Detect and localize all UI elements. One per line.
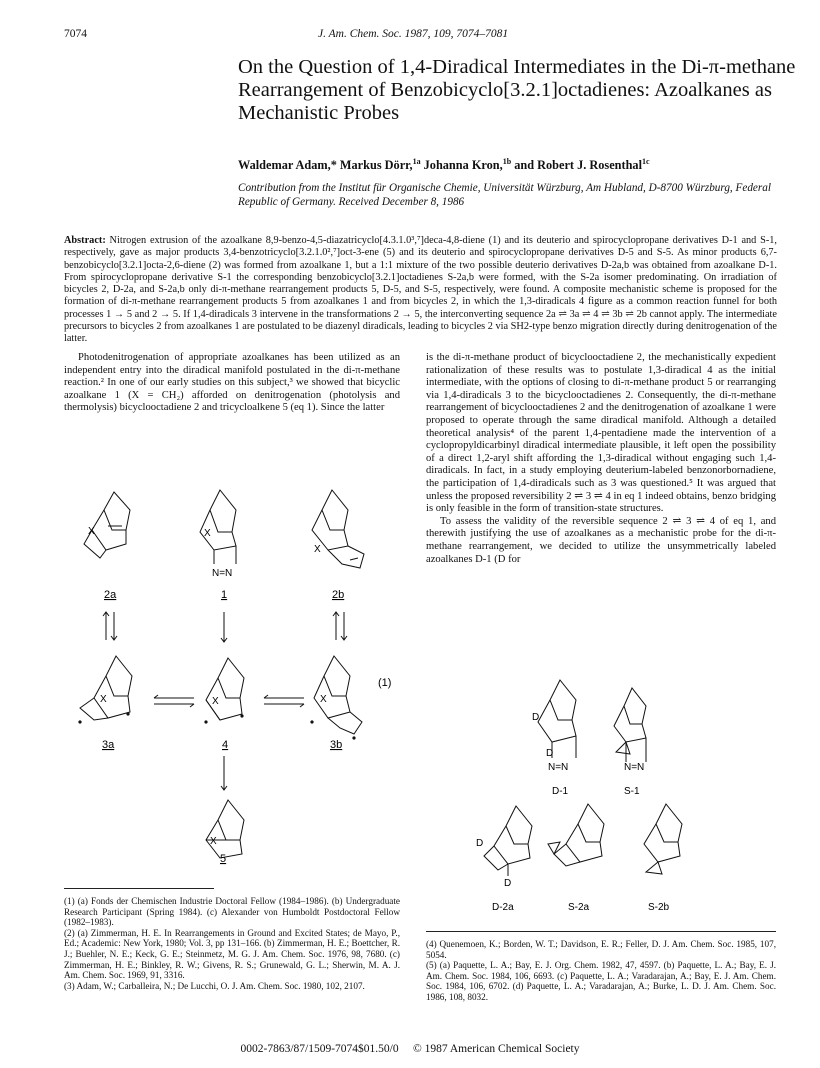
structure-1 [200, 490, 236, 564]
author-adam: Waldemar Adam,* [238, 158, 337, 173]
paragraph: is the di-π-methane product of bicyclooctadiene 2, the mechanistically expedient rationalization of these results was to postulate 1,3-diradical 4 as the initial intermediate, with the options of closing to di-π-methane product 5 or rearranging via 1,4-diradicals 3 to the bicyclooctadienes 2. Consequently, the di-π-methane rearrangement of bicyclooctadienes 2 and the denitrogenation of azoalkane 1 were proposed to operate through the same diradical manifold. Although a detailed theoretical analysis⁴ of the parent 1,4-pentadiene made the intervention of a cyclopropyldicarbinyl diradical intermediate plausible, it left open the possibility of a direct 1,2-aryl shift affording the 1,3-diradical without engaging such 1,4-diradicals. In fact, in a study employing deuterium-labeled benzonorbornadiene, the participation of 1,4-diradicals such as 3 was questioned.⁵ It was argued that unless the proposed reversibility 2 ⇌ 3 ⇌ 4 in eq 1 indeed obtains, benzo bridging is only feasible in the form of transition-state structures. [426, 352, 776, 515]
running-head: J. Am. Chem. Soc. 1987, 109, 7074–7081 [318, 28, 509, 40]
label-s-1: S-1 [624, 786, 640, 797]
d-label: D [546, 748, 554, 759]
footnote-rule [426, 931, 776, 932]
page-number: 7074 [64, 28, 87, 40]
label-2a: 2a [104, 589, 117, 601]
x-label: X [100, 694, 107, 705]
page-footer [0, 1043, 820, 1055]
paragraph: Photodenitrogenation of appropriate azoalkanes has been utilized as an independent entry into the diradical manifold postulated in the di-π-methane reaction.² In one of our early studies on this subject,³ we showed that bicyclic azoalkane 1 (X = CH₂) afforded on denitrogenation (photolysis and thermolysis) bicyclooctadiene 2 and tricycloalkene 5 (eq 1). Since the latter [64, 352, 400, 414]
affiliation: Contribution from the Institut für Organische Chemie, Universität Würzburg, Am Hubland, D-8700 Würzburg, Federal Republic of Germany. Received December 8, 1986 [238, 182, 771, 208]
footnote: (1) (a) Fonds der Chemischen Industrie Doctoral Fellow (1984–1986). (b) Undergraduate Research Participant (Spring 1984). (c) Alexander von Humboldt Postdoctoral Fellow (1982–1983). [64, 896, 400, 928]
footnotes-right [426, 939, 776, 1003]
azo-label: N=N [212, 568, 233, 579]
x-label: X [314, 544, 321, 555]
label-s-2a: S-2a [568, 902, 590, 913]
d-label: D [476, 838, 484, 849]
footnotes-left [64, 896, 400, 991]
structure-d-1 [538, 680, 576, 758]
footnote: (3) Adam, W.; Carballeira, N.; De Lucchi, O. J. Am. Chem. Soc. 1980, 102, 2107. [64, 980, 365, 991]
azo-label: N=N [624, 762, 645, 773]
structure-s-2a [548, 804, 604, 866]
footnote: (2) (a) Zimmerman, H. E. In Rearrangements in Ground and Excited States; de Mayo, P., Ed.; Academic: New York, 1980; Vol. 3, pp 131–166. (b) Zimmerman, H. E.; Boettcher, R. J.; Buehler, N. E.; Keck, G. E.; Steinmetz, M. G. J. Am. Chem. Soc. 1976, 98, 7680. (c) Zimmerman, H. E.; Binkley, R. W.; Givens, R. S.; Grunewald, G. L.; Sherwin, M. A. J. Am. Chem. Soc. 1969, 91, 3316. [64, 927, 400, 981]
label-d-1: D-1 [552, 786, 569, 797]
azo-label: N=N [548, 762, 569, 773]
article-title: On the Question of 1,4-Diradical Intermediates in the Di-π-methane Rearrangement of Benzobicyclo[3.2.1]octadienes: Azoalkanes as Mechanistic Probes [238, 56, 796, 124]
structure-5 [206, 800, 244, 858]
author-rosenthal: Robert J. Rosenthal$^{1c}$ [537, 157, 650, 173]
article-code: 0002-7863/87/1509-7074$01.50/0 [240, 1043, 399, 1055]
abstract [64, 235, 777, 346]
paragraph: To assess the validity of the reversible sequence 2 ⇌ 3 ⇌ 4 of eq 1, and therewith justifying the use of azoalkanes as a mechanistic probe for the di-π-methane rearrangement, we decided to utilize the unsymmetrically labeled azoalkanes D-1 (D for [426, 515, 776, 565]
structure-2a [84, 492, 130, 558]
x-label: X [212, 696, 219, 707]
structure-s-2b [644, 804, 682, 874]
structure-d-2a [484, 806, 532, 876]
column-right [426, 352, 776, 566]
x-label: X [320, 694, 327, 705]
author-list: Waldemar Adam,* Markus Dörr,$^{1a}$ Johanna Kron,$^{1b}$ and Robert J. Rosenthal$^{1c}$ [238, 157, 650, 173]
x-label: X [210, 836, 217, 847]
abstract-text: Nitrogen extrusion of the azoalkane 8,9-benzo-4,5-diazatricyclo[4.3.1.0³,⁷]deca-4,8-diene (1) and its deuterio and spirocyclopropane derivatives D-1 and S-1, respectively, gave as major products 3,4-benzotricyclo[3.2.1.0²,⁷]oct-3-ene (5) and its deuterio and spirocyclopropane derivatives D-5 and S-5. As minor products 6,7-benzobicyclo[3.2.1]octa-2,6-diene (2) was formed from azoalkane 1, but a 1:1 mixture of the two possible deuterio derivatives D-2a,b was obtained from azoalkane D-1. From spirocyclopropane derivative S-1 the corresponding benzobicyclo[3.2.1]octadienes S-2a,b were formed, with the S-2a isomer predominating. On irradiation of bicycles 2, D-2a, and S-2a,b only di-π-methane rearrangement products 5, D-5, and S-5, respectively, were found. A composite mechanistic scheme is proposed for the formation of di-π-methane rearrangement products 5 from azoalkanes 1 and from bicycles 2, in which the 1,3-diradicals 4 figure as a common reaction funnel for both processes 1 → 5 and 2 → 5. If 1,4-diradicals 3 intervene in the transformations 2 → 5, the interconverting sequence 2a ⇌ 3a ⇌ 4 ⇌ 3b ⇌ 2b cannot apply. The intermediate precursors to bicycles 2 from azoalkanes 1 are postulated to be diazenyl diradicals, leading to bicycles 2 via SH2-type benzo migration directly during denitrogenation of the latter. [64, 235, 777, 345]
column-left [64, 352, 400, 415]
abstract-label: Abstract: [64, 235, 106, 246]
label-2b: 2b [332, 589, 345, 601]
d-label: D [532, 712, 540, 723]
label-5: 5 [220, 853, 227, 865]
label-4: 4 [222, 739, 229, 751]
d-label: D [504, 878, 512, 889]
x-label: X [88, 526, 95, 537]
label-1: 1 [221, 589, 228, 601]
author-dorr: Markus Dörr,$^{1a}$ [339, 157, 421, 173]
footnote-rule [64, 888, 214, 889]
structure-s-1 [614, 688, 646, 762]
label-3a: 3a [102, 739, 115, 751]
author-kron: Johanna Kron,$^{1b}$ [423, 157, 512, 173]
structure-4 [206, 658, 244, 720]
copyright: © 1987 American Chemical Society [412, 1043, 580, 1055]
label-s-2b: S-2b [648, 902, 670, 913]
structure-2b [312, 490, 364, 568]
footnote: (4) Quenemoen, K.; Borden, W. T.; Davidson, E. R.; Feller, D. J. Am. Chem. Soc. 1985, 107, 5054. [426, 939, 776, 960]
equation-number: (1) [378, 677, 392, 689]
labeled-structures-scheme [470, 676, 720, 916]
x-label: X [204, 528, 211, 539]
structure-3a [80, 656, 132, 720]
footnote: (5) (a) Paquette, L. A.; Bay, E. J. Org. Chem. 1982, 47, 4597. (b) Paquette, L. A.; Bay, E. J. Am. Chem. Soc. 1984, 106, 6693. (c) Paquette, L. A.; Varadarajan, A.; Bay, E. J. Am. Chem. Soc. 1984, 106, 6702. (d) Paquette, L. A.; Varadarajan, A.; Burke, L. D. J. Am. Chem. Soc. 1986, 108, 8032. [426, 960, 776, 1002]
equation-1-scheme [64, 470, 400, 865]
label-d-2a: D-2a [492, 902, 514, 913]
label-3b: 3b [330, 739, 343, 751]
